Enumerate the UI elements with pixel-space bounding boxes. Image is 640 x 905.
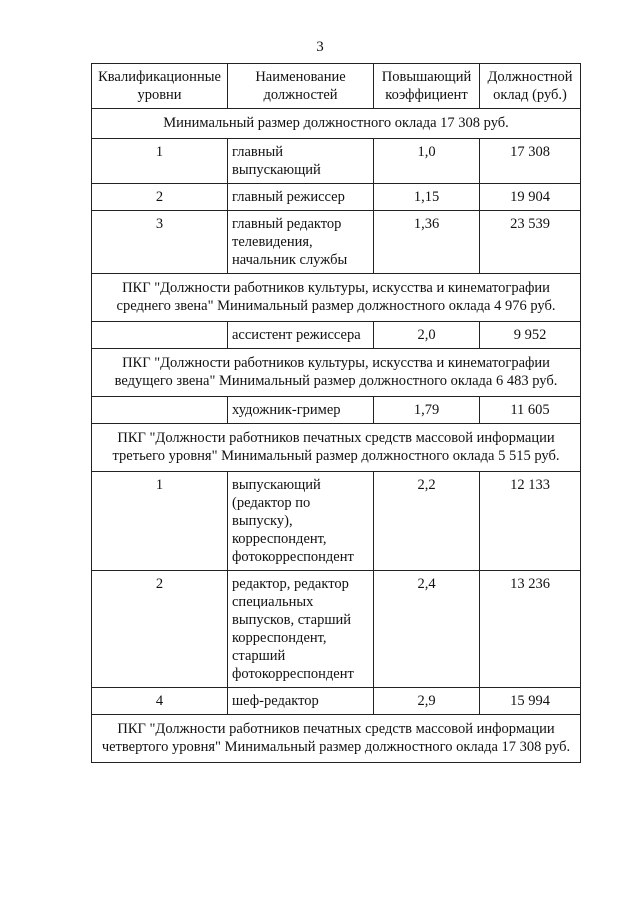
salary-cell: 11 605 — [480, 397, 581, 424]
header-coefficient: Повышающий коэффициент — [374, 64, 480, 109]
table-row — [92, 397, 581, 424]
group-title: Минимальный размер должностного оклада 17 308 руб. — [92, 109, 581, 139]
position-cell: шеф-редактор — [228, 688, 374, 715]
group-title: ПКГ "Должности работников печатных средств массовой информации четвертого уровня" Минимальный размер должностного оклада 17 308 руб. — [92, 715, 581, 763]
group-header — [92, 715, 581, 763]
table-header-row — [92, 64, 581, 109]
level-cell: 1 — [92, 139, 228, 184]
salary-cell: 9 952 — [480, 322, 581, 349]
coefficient-cell: 1,15 — [374, 184, 480, 211]
coefficient-cell: 2,0 — [374, 322, 480, 349]
coefficient-cell: 1,36 — [374, 211, 480, 274]
level-cell: 4 — [92, 688, 228, 715]
table-row — [92, 472, 581, 571]
position-cell: художник-гример — [228, 397, 374, 424]
level-cell — [92, 397, 228, 424]
table-row — [92, 571, 581, 688]
salary-cell: 13 236 — [480, 571, 581, 688]
group-header — [92, 424, 581, 472]
salary-cell: 23 539 — [480, 211, 581, 274]
header-position: Наименование должностей — [228, 64, 374, 109]
coefficient-cell: 2,9 — [374, 688, 480, 715]
group-title: ПКГ "Должности работников культуры, искусства и кинематографии среднего звена" Минимальный размер должностного оклада 4 976 руб. — [92, 274, 581, 322]
group-header — [92, 349, 581, 397]
table-row — [92, 211, 581, 274]
coefficient-cell: 2,4 — [374, 571, 480, 688]
group-header — [92, 109, 581, 139]
group-header — [92, 274, 581, 322]
level-cell: 2 — [92, 184, 228, 211]
position-cell: редактор, редактор специальных выпусков, старший корреспондент, старший фотокорреспондент — [228, 571, 374, 688]
salary-cell: 12 133 — [480, 472, 581, 571]
coefficient-cell: 1,0 — [374, 139, 480, 184]
position-cell: главный редактор телевидения, начальник службы — [228, 211, 374, 274]
page-number: 3 — [316, 39, 324, 55]
header-salary: Должностной оклад (руб.) — [480, 64, 581, 109]
salary-table — [91, 63, 581, 763]
coefficient-cell: 1,79 — [374, 397, 480, 424]
position-cell: главный выпускающий — [228, 139, 374, 184]
table-row — [92, 688, 581, 715]
level-cell: 2 — [92, 571, 228, 688]
level-cell: 3 — [92, 211, 228, 274]
table-row — [92, 184, 581, 211]
salary-cell: 19 904 — [480, 184, 581, 211]
position-cell: выпускающий (редактор по выпуску), корреспондент, фотокорреспондент — [228, 472, 374, 571]
coefficient-cell: 2,2 — [374, 472, 480, 571]
table-row — [92, 322, 581, 349]
group-title: ПКГ "Должности работников культуры, искусства и кинематографии ведущего звена" Минимальный размер должностного оклада 6 483 руб. — [92, 349, 581, 397]
level-cell — [92, 322, 228, 349]
level-cell: 1 — [92, 472, 228, 571]
header-level: Квалификационные уровни — [92, 64, 228, 109]
position-cell: ассистент режиссера — [228, 322, 374, 349]
position-cell: главный режиссер — [228, 184, 374, 211]
table-row — [92, 139, 581, 184]
salary-cell: 17 308 — [480, 139, 581, 184]
group-title: ПКГ "Должности работников печатных средств массовой информации третьего уровня" Минимальный размер должностного оклада 5 515 руб. — [92, 424, 581, 472]
salary-cell: 15 994 — [480, 688, 581, 715]
